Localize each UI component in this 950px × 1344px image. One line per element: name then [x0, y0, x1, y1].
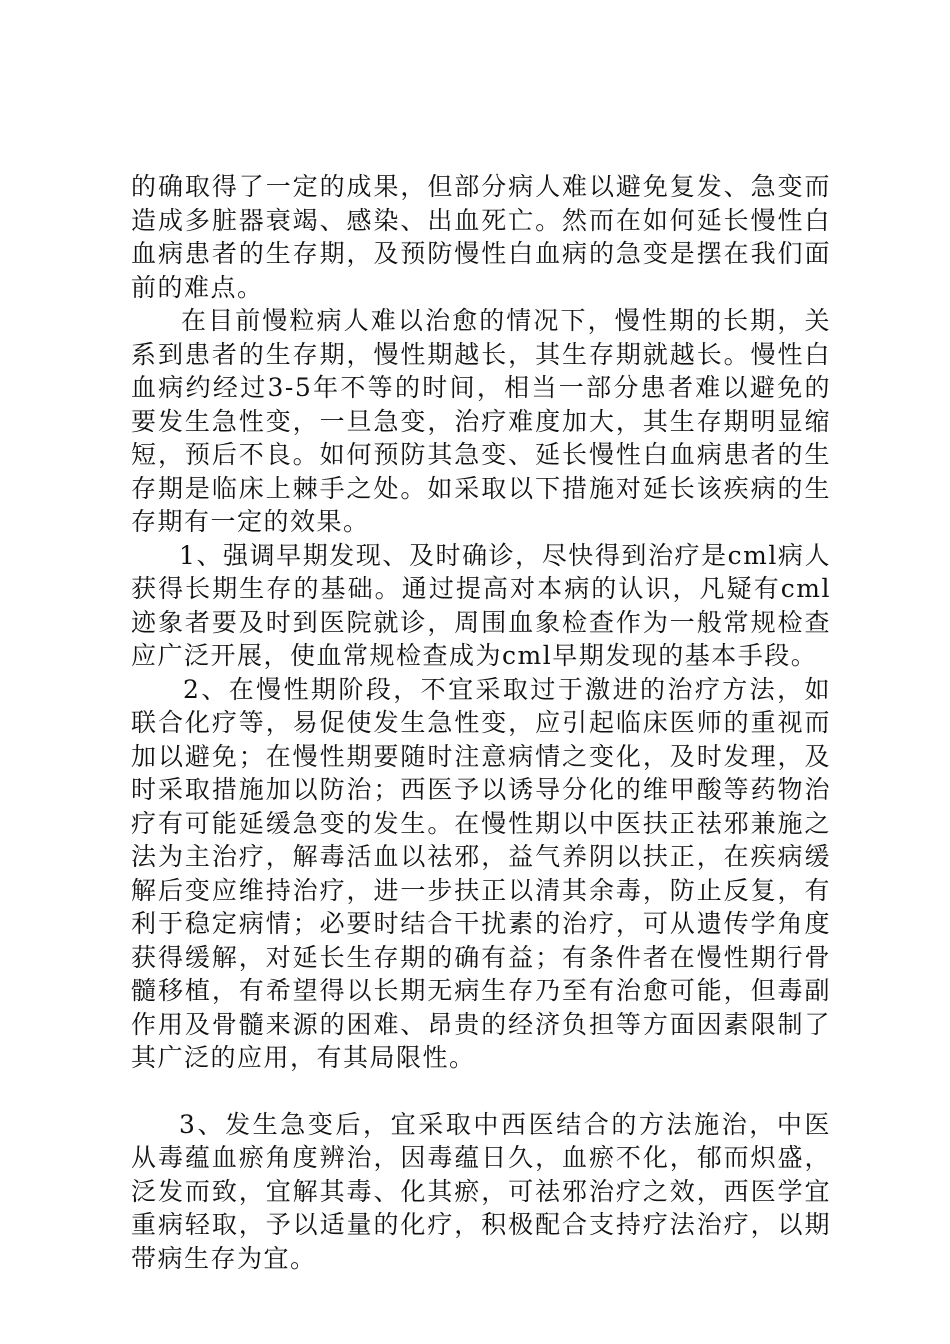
paragraph-measure-1: 1、强调早期发现、及时确诊，尽快得到治疗是cml病人获得长期生存的基础。通过提高对本病的认识，凡疑有cml迹象者要及时到医院就诊，周围血象检查作为一般常规检查应广泛开展，使血常规检查成为cml早期发现的基本手段。: [131, 540, 831, 670]
paragraph-chronic-phase: 在目前慢粒病人难以治愈的情况下，慢性期的长期，关系到患者的生存期，慢性期越长，其生存期就越长。慢性白血病约经过3-5年不等的时间，相当一部分患者难以避免的要发生急性变，一旦急变，治疗难度加大，其生存期明显缩短，预后不良。如何预防其急变、延长慢性白血病患者的生存期是临床上棘手之处。如采取以下措施对延长该疾病的生存期有一定的效果。: [131, 306, 831, 536]
document-body: [131, 170, 831, 1275]
paragraph-measure-2: 2、在慢性期阶段，不宜采取过于激进的治疗方法，如联合化疗等，易促使发生急性变，应引起临床医师的重视而加以避免；在慢性期要随时注意病情之变化，及时发理，及时采取措施加以防治；西医予以诱导分化的维甲酸等药物治疗有可能延缓急变的发生。在慢性期以中医扶正祛邪兼施之法为主治疗，解毒活血以祛邪，益气养阴以扶正，在疾病缓解后变应维持治疗，进一步扶正以清其余毒，防止反复，有利于稳定病情；必要时结合干扰素的治疗，可从遗传学角度获得缓解，对延长生存期的确有益；有条件者在慢性期行骨髓移植，有希望得以长期无病生存乃至有治愈可能，但毒副作用及骨髓来源的困难、昂贵的经济负担等方面因素限制了其广泛的应用，有其局限性。: [131, 674, 831, 1072]
paragraph-intro-continuation: 的确取得了一定的成果，但部分病人难以避免复发、急变而造成多脏器衰竭、感染、出血死亡。然而在如何延长慢性白血病患者的生存期，及预防慢性白血病的急变是摆在我们面前的难点。: [131, 172, 831, 302]
paragraph-measure-3: 3、发生急变后，宜采取中西医结合的方法施治，中医从毒蕴血瘀角度辨治，因毒蕴日久，血瘀不化，郁而炽盛，泛发而致，宜解其毒、化其瘀，可祛邪治疗之效，西医学宜重病轻取，予以适量的化疗，积极配合支持疗法治疗，以期带病生存为宜。: [131, 1109, 831, 1273]
